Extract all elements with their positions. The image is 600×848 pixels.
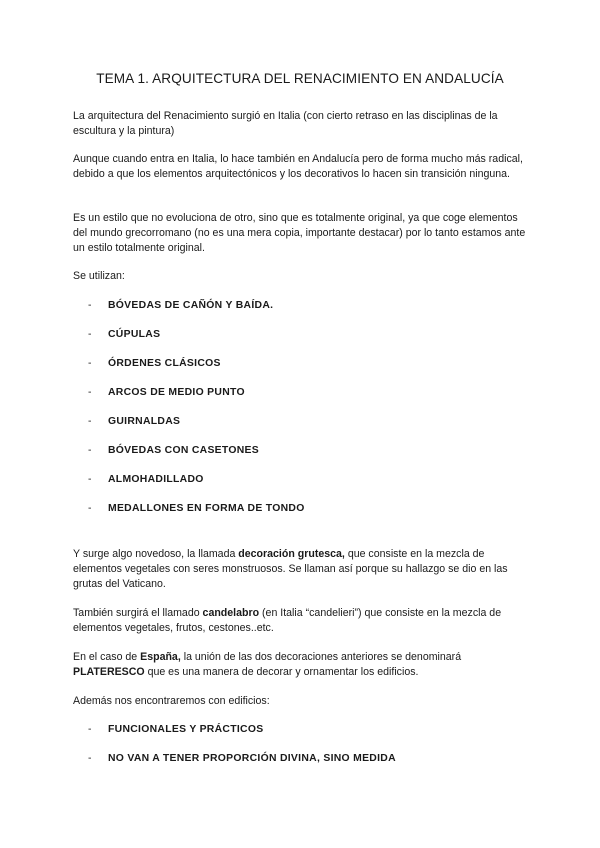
- list-item-label: GUIRNALDAS: [108, 416, 181, 427]
- list-bullet: -: [88, 300, 92, 311]
- list-bullet: -: [88, 329, 92, 340]
- list-item: [88, 503, 305, 514]
- intro-paragraph-4: Se utilizan:: [73, 270, 125, 282]
- list-item: [88, 724, 263, 735]
- list-item-label: ALMOHADILLADO: [108, 474, 204, 485]
- list-item: [88, 358, 221, 369]
- candelabro-paragraph: También surgirá el llamado candelabro (en Italia “candelieri”) que consiste en la mezcla de elementos vegetales, frutos, cestones..etc.: [73, 607, 502, 635]
- plateresco-term: PLATERESCO: [73, 666, 145, 679]
- document-title: TEMA 1. ARQUITECTURA DEL RENACIMIENTO EN ANDALUCÍA: [96, 71, 504, 86]
- list-item: [88, 474, 204, 485]
- intro-paragraph-3: Es un estilo que no evoluciona de otro, sino que es totalmente original, ya que coge elementos del mundo grecorromano (no es una mera copia, importante destacar) por lo tanto estamos ante un estilo totalmente original.: [73, 212, 526, 255]
- candelabro-term: candelabro: [202, 607, 260, 619]
- list-bullet: -: [88, 387, 92, 398]
- list-item-label: BÓVEDAS DE CAÑÓN Y BAÍDA.: [108, 300, 274, 311]
- list-bullet: -: [88, 445, 92, 456]
- list-item-label: BÓVEDAS CON CASETONES: [108, 445, 260, 456]
- list-item-label: ÓRDENES CLÁSICOS: [108, 358, 221, 369]
- list-bullet: -: [88, 503, 92, 514]
- list-item-label: NO VAN A TENER PROPORCIÓN DIVINA, SINO MEDIDA: [108, 753, 396, 764]
- espana-term: España,: [140, 651, 181, 663]
- list-bullet: -: [88, 753, 92, 764]
- grutesca-term: decoración grutesca,: [238, 548, 345, 560]
- list-item-label: FUNCIONALES Y PRÁCTICOS: [108, 724, 264, 735]
- list-item-label: CÚPULAS: [108, 329, 161, 340]
- intro-paragraph-2: Aunque cuando entra en Italia, lo hace también en Andalucía pero de forma mucho más radical, debido a que los elementos arquitectónicos y los decorativos lo hacen sin transición ninguna.: [73, 153, 523, 181]
- list-item: [88, 300, 273, 311]
- plateresco-paragraph: En el caso de España, la unión de las dos decoraciones anteriores se denominará PLATERESCO que es una manera de decorar y ornamentar los edificios.: [73, 651, 462, 679]
- list-item-label: MEDALLONES EN FORMA DE TONDO: [108, 503, 305, 514]
- list-bullet: -: [88, 724, 92, 735]
- list-bullet: -: [88, 474, 92, 485]
- list-item-label: ARCOS DE MEDIO PUNTO: [108, 387, 245, 398]
- list-bullet: -: [88, 416, 92, 427]
- edificios-intro: Además nos encontraremos con edificios:: [73, 695, 270, 707]
- intro-paragraph-1: La arquitectura del Renacimiento surgió en Italia (con cierto retraso en las disciplinas de la escultura y la pintura): [73, 110, 498, 138]
- list-item: [88, 387, 245, 398]
- list-item: [88, 329, 160, 340]
- list-item: [88, 445, 259, 456]
- list-bullet: -: [88, 358, 92, 369]
- list-item: [88, 416, 180, 427]
- grutesca-paragraph: Y surge algo novedoso, la llamada decoración grutesca, que consiste en la mezcla de elementos vegetales con seres monstruosos. Se llaman así porque su hallazgo se dio en las grutas del Vaticano.: [73, 548, 508, 591]
- list-item: [88, 753, 396, 764]
